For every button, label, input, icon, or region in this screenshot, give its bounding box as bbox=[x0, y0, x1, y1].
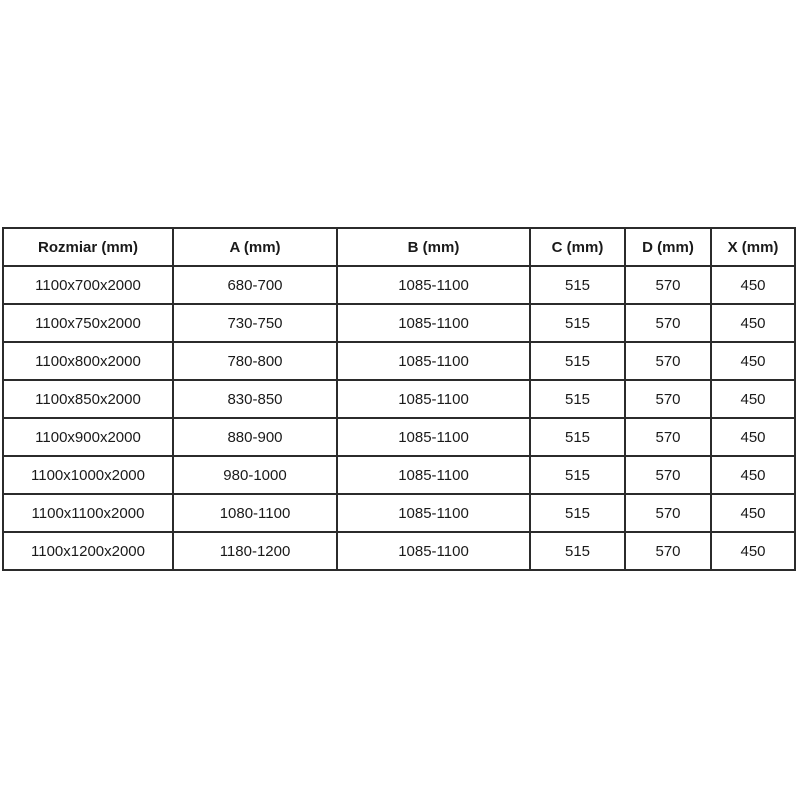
table-cell-a: 680-700 bbox=[173, 266, 337, 304]
table-row bbox=[3, 380, 795, 418]
table-cell-b: 1085-1100 bbox=[337, 266, 530, 304]
column-header-b: B (mm) bbox=[337, 228, 530, 266]
table-cell-a: 1080-1100 bbox=[173, 494, 337, 532]
table-cell-a: 830-850 bbox=[173, 380, 337, 418]
table-cell-d: 570 bbox=[625, 494, 711, 532]
table-cell-x: 450 bbox=[711, 532, 795, 570]
table-row bbox=[3, 494, 795, 532]
column-header-x: X (mm) bbox=[711, 228, 795, 266]
table-cell-rozmiar: 1100x1100x2000 bbox=[3, 494, 173, 532]
table-row bbox=[3, 304, 795, 342]
table-cell-a: 730-750 bbox=[173, 304, 337, 342]
table-cell-x: 450 bbox=[711, 304, 795, 342]
table-cell-d: 570 bbox=[625, 266, 711, 304]
table-cell-c: 515 bbox=[530, 456, 625, 494]
table-cell-a: 780-800 bbox=[173, 342, 337, 380]
table-cell-b: 1085-1100 bbox=[337, 456, 530, 494]
table-cell-c: 515 bbox=[530, 304, 625, 342]
table-cell-x: 450 bbox=[711, 266, 795, 304]
table-cell-d: 570 bbox=[625, 342, 711, 380]
table-row bbox=[3, 456, 795, 494]
table-cell-c: 515 bbox=[530, 380, 625, 418]
table-cell-b: 1085-1100 bbox=[337, 418, 530, 456]
table-cell-c: 515 bbox=[530, 266, 625, 304]
table-cell-a: 880-900 bbox=[173, 418, 337, 456]
table-cell-c: 515 bbox=[530, 532, 625, 570]
table-cell-x: 450 bbox=[711, 380, 795, 418]
column-header-d: D (mm) bbox=[625, 228, 711, 266]
table-cell-rozmiar: 1100x700x2000 bbox=[3, 266, 173, 304]
table-cell-rozmiar: 1100x750x2000 bbox=[3, 304, 173, 342]
table-cell-b: 1085-1100 bbox=[337, 532, 530, 570]
table-cell-a: 980-1000 bbox=[173, 456, 337, 494]
table-row bbox=[3, 418, 795, 456]
table-cell-c: 515 bbox=[530, 342, 625, 380]
column-header-c: C (mm) bbox=[530, 228, 625, 266]
table-cell-x: 450 bbox=[711, 418, 795, 456]
table-cell-b: 1085-1100 bbox=[337, 342, 530, 380]
table-row bbox=[3, 266, 795, 304]
table-cell-c: 515 bbox=[530, 494, 625, 532]
table-cell-d: 570 bbox=[625, 304, 711, 342]
table-cell-d: 570 bbox=[625, 456, 711, 494]
column-header-a: A (mm) bbox=[173, 228, 337, 266]
table-cell-rozmiar: 1100x1000x2000 bbox=[3, 456, 173, 494]
table-cell-d: 570 bbox=[625, 532, 711, 570]
table-row bbox=[3, 342, 795, 380]
table-cell-rozmiar: 1100x800x2000 bbox=[3, 342, 173, 380]
table-cell-d: 570 bbox=[625, 418, 711, 456]
table-header-row bbox=[3, 228, 795, 266]
table-cell-d: 570 bbox=[625, 380, 711, 418]
column-header-rozmiar: Rozmiar (mm) bbox=[3, 228, 173, 266]
table-cell-x: 450 bbox=[711, 342, 795, 380]
dimensions-table bbox=[2, 227, 796, 571]
table-cell-rozmiar: 1100x1200x2000 bbox=[3, 532, 173, 570]
table-cell-b: 1085-1100 bbox=[337, 304, 530, 342]
table-cell-rozmiar: 1100x900x2000 bbox=[3, 418, 173, 456]
table-cell-x: 450 bbox=[711, 456, 795, 494]
table-cell-b: 1085-1100 bbox=[337, 494, 530, 532]
table-cell-a: 1180-1200 bbox=[173, 532, 337, 570]
table-cell-b: 1085-1100 bbox=[337, 380, 530, 418]
table-cell-x: 450 bbox=[711, 494, 795, 532]
table-cell-rozmiar: 1100x850x2000 bbox=[3, 380, 173, 418]
table-row bbox=[3, 532, 795, 570]
table-cell-c: 515 bbox=[530, 418, 625, 456]
